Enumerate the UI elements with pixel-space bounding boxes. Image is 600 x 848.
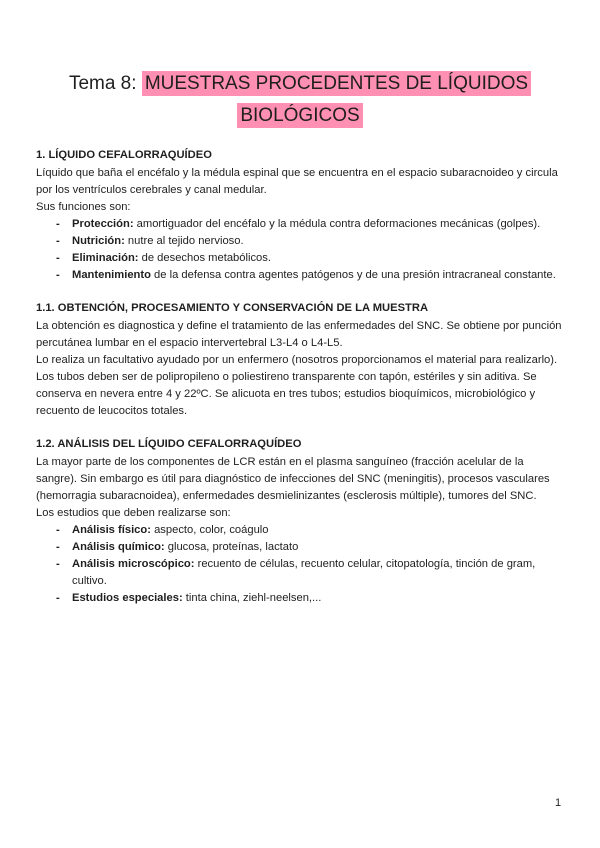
- studies-list: [36, 522, 566, 607]
- document-body: [36, 147, 566, 607]
- page-number: 1: [555, 797, 562, 809]
- document-title: [0, 70, 600, 130]
- section-1-heading: 1. LÍQUIDO CEFALORRAQUÍDEO: [36, 149, 212, 161]
- list-item: - Protección: amortiguador del encéfalo y la médula contra deformaciones mecánicas (golpes).: [56, 218, 541, 230]
- list-item: - Nutrición: nutre al tejido nervioso.: [56, 235, 244, 247]
- section-1-2-paragraph-1: La mayor parte de los componentes de LCR están en el plasma sanguíneo (fracción acelular de la sangre). Sin embargo es útil para diagnóstico de infecciones del SNC (meningitis), procesos vasculares (hemorragia subaracnoidea), enfermedades desmielinizantes (esclerosis múltiple), tumores del SNC.: [36, 456, 550, 502]
- functions-list: [36, 216, 566, 284]
- title-line-1: [0, 70, 600, 98]
- section-1-1-paragraph-2: Lo realiza un facultativo ayudado por un enfermero (nosotros proporcionamos el material para realizarlo). Los tubos deben ser de polipropileno o poliestireno transparente con tapón, estériles y sin aditiva. Se conserva en nevera entre 4 y 22ºC. Se alicuota en tres tubos; estudios bioquímicos, microbiológico y recuento de leucocitos totales.: [36, 354, 558, 417]
- section-1-1-heading: 1.1. OBTENCIÓN, PROCESAMIENTO Y CONSERVACIÓN DE LA MUESTRA: [36, 302, 429, 314]
- section-1-intro: Líquido que baña el encéfalo y la médula espinal que se encuentra en el espacio subaracnoideo y circula por los ventrículos cerebrales y canal medular.: [36, 167, 558, 196]
- title-prefix: Tema 8:: [68, 73, 142, 94]
- list-item: - Estudios especiales: tinta china, ziehl-neelsen,...: [56, 592, 322, 604]
- title-highlight-2: BIOLÓGICOS: [237, 103, 362, 128]
- list-item: - Análisis microscópico: recuento de células, recuento celular, citopatología, tinción de gram, cultivo.: [56, 558, 536, 587]
- list-item: - Eliminación: de desechos metabólicos.: [56, 252, 271, 264]
- list-item: - Mantenimiento de la defensa contra agentes patógenos y de una presión intracraneal constante.: [56, 269, 556, 281]
- section-1-2-heading: 1.2. ANÁLISIS DEL LÍQUIDO CEFALORRAQUÍDEO: [36, 438, 302, 450]
- title-line-2: [0, 102, 600, 130]
- title-highlight-1: MUESTRAS PROCEDENTES DE LÍQUIDOS: [142, 71, 531, 96]
- list-item: - Análisis físico: aspecto, color, coágulo: [56, 524, 269, 536]
- section-1-2-paragraph-2: Los estudios que deben realizarse son:: [36, 507, 231, 519]
- functions-label: Sus funciones son:: [36, 201, 131, 213]
- section-1-1-paragraph-1: La obtención es diagnostica y define el tratamiento de las enfermedades del SNC. Se obtiene por punción percutánea lumbar en el espacio intervertebral L3-L4 o L4-L5.: [36, 320, 562, 349]
- list-item: - Análisis químico: glucosa, proteínas, lactato: [56, 541, 299, 553]
